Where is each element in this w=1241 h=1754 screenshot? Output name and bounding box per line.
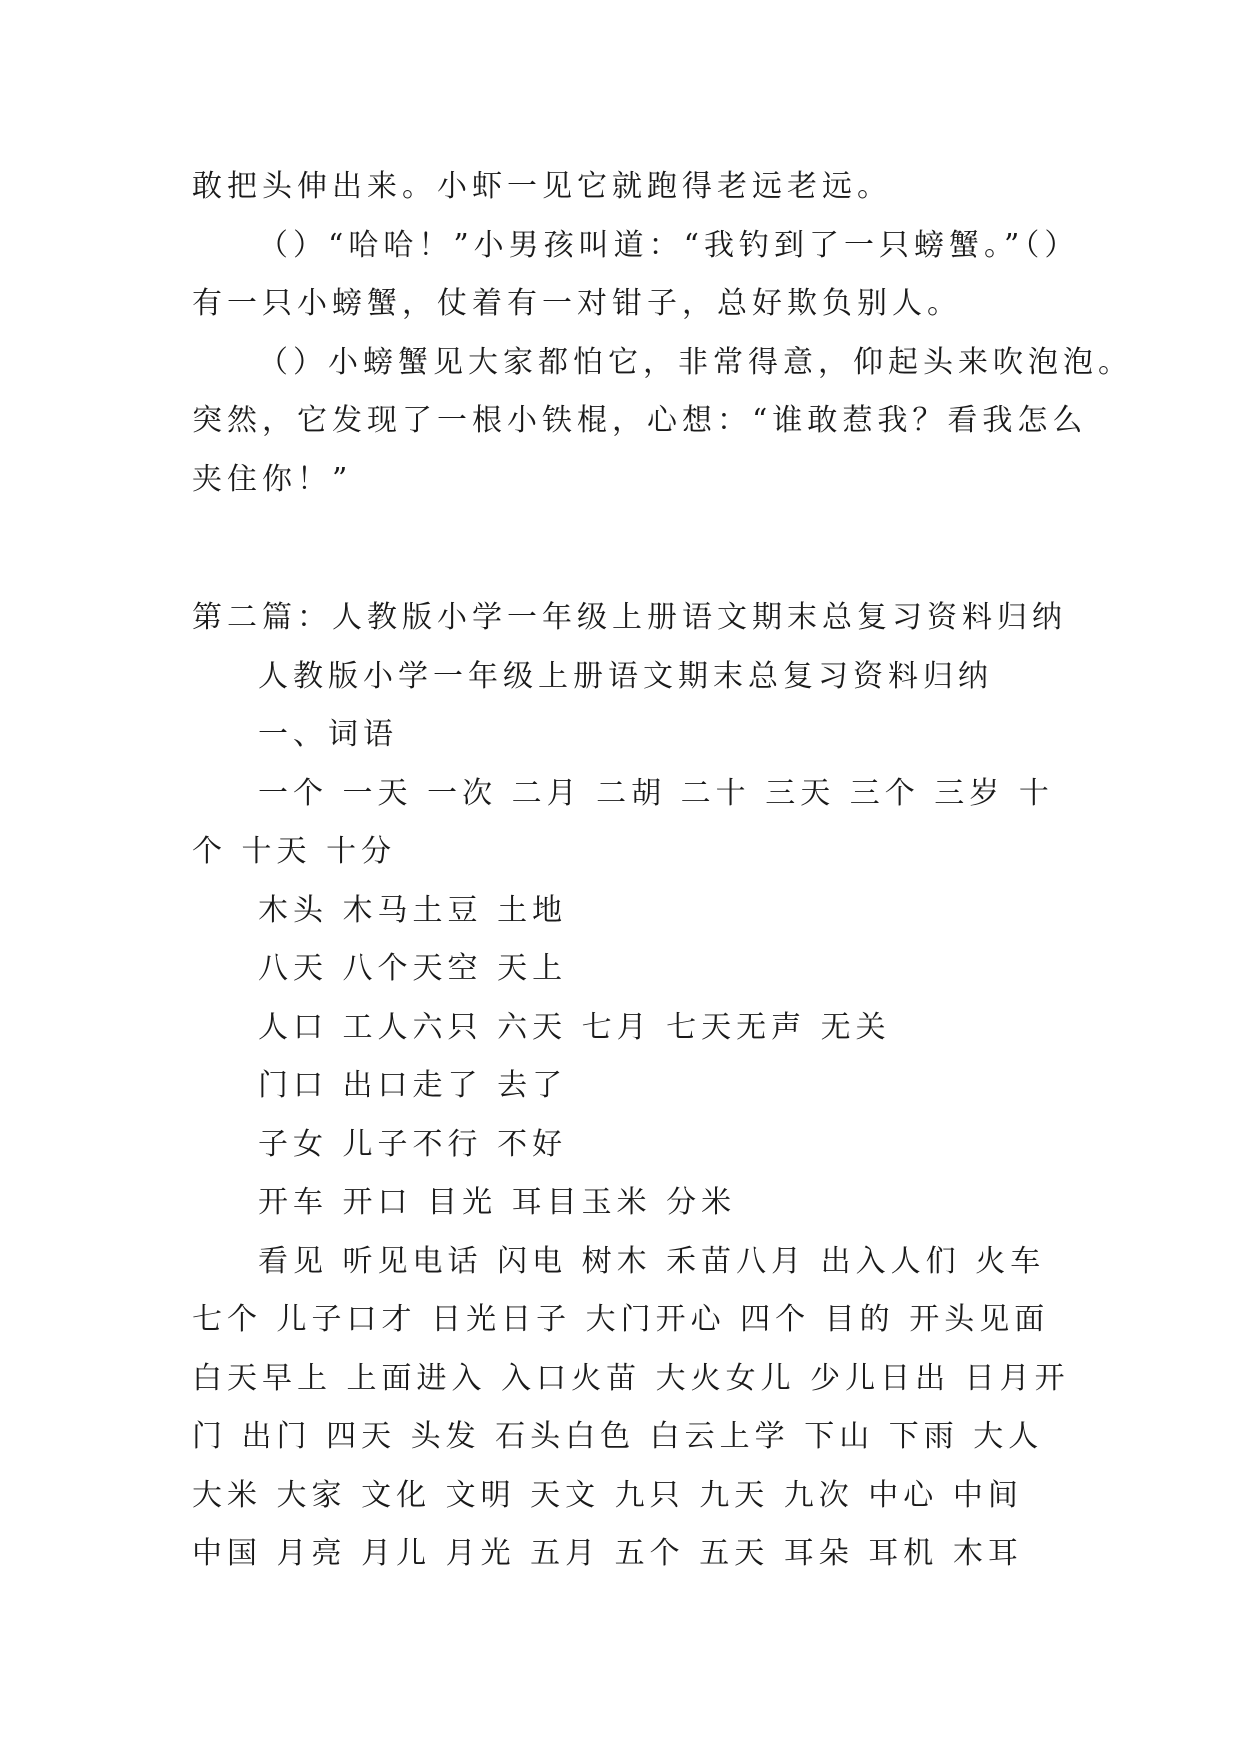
vocab-line: 八天 八个天空 天上 xyxy=(258,951,568,986)
vocab-line: 子女 儿子不行 不好 xyxy=(258,1126,568,1162)
vocab-line: 看见 听见电话 闪电 树木 禾苗八月 出入人们 火车 xyxy=(258,1243,1046,1279)
vocab-line: 中国 月亮 月儿 月光 五月 五个 五天 耳朵 耳机 木耳 xyxy=(192,1536,1023,1571)
vocab-line: 个 十天 十分 xyxy=(192,834,397,869)
story-line: 敢把头伸出来。小虾一见它就跑得老远老远。 xyxy=(192,169,892,204)
document-body xyxy=(192,158,1133,1584)
vocab-line: 门口 出口走了 去了 xyxy=(258,1068,568,1103)
section-subtitle: 人教版小学一年级上册语文期末总复习资料归纳 xyxy=(258,658,993,694)
vocab-line: 白天早上 上面进入 入口火苗 大火女儿 少儿日出 日月开 xyxy=(192,1360,1070,1396)
section-heading: 第二篇：人教版小学一年级上册语文期末总复习资料归纳 xyxy=(192,600,1067,635)
section-label: 一、词语 xyxy=(258,717,398,752)
vocab-line: 大米 大家 文化 文明 天文 九只 九天 九次 中心 中间 xyxy=(192,1477,1023,1513)
story-line: 夹住你！” xyxy=(192,461,353,497)
story-line: （）“哈哈！”小男孩叫道：“我钓到了一只螃蟹。”（） xyxy=(258,227,1080,263)
story-line: 突然，它发现了一根小铁棍，心想：“谁敢惹我？看我怎么 xyxy=(192,403,1088,438)
vocab-line: 一个 一天 一次 二月 二胡 二十 三天 三个 三岁 十 xyxy=(258,775,1054,811)
vocab-line: 开车 开口 目光 耳目玉米 分米 xyxy=(258,1185,737,1220)
vocab-line: 七个 儿子口才 日光日子 大门开心 四个 目的 开头见面 xyxy=(192,1302,1050,1337)
vocab-line: 人口 工人六只 六天 七月 七天无声 无关 xyxy=(258,1009,891,1045)
section-spacer xyxy=(192,509,1058,589)
story-line: （）小螃蟹见大家都怕它，非常得意，仰起头来吹泡泡。 xyxy=(258,344,1133,380)
story-line: 有一只小螃蟹，仗着有一对钳子，总好欺负别人。 xyxy=(192,286,962,321)
vocab-line: 木头 木马土豆 土地 xyxy=(258,892,568,928)
vocab-line: 门 出门 四天 头发 石头白色 白云上学 下山 下雨 大人 xyxy=(192,1419,1044,1454)
